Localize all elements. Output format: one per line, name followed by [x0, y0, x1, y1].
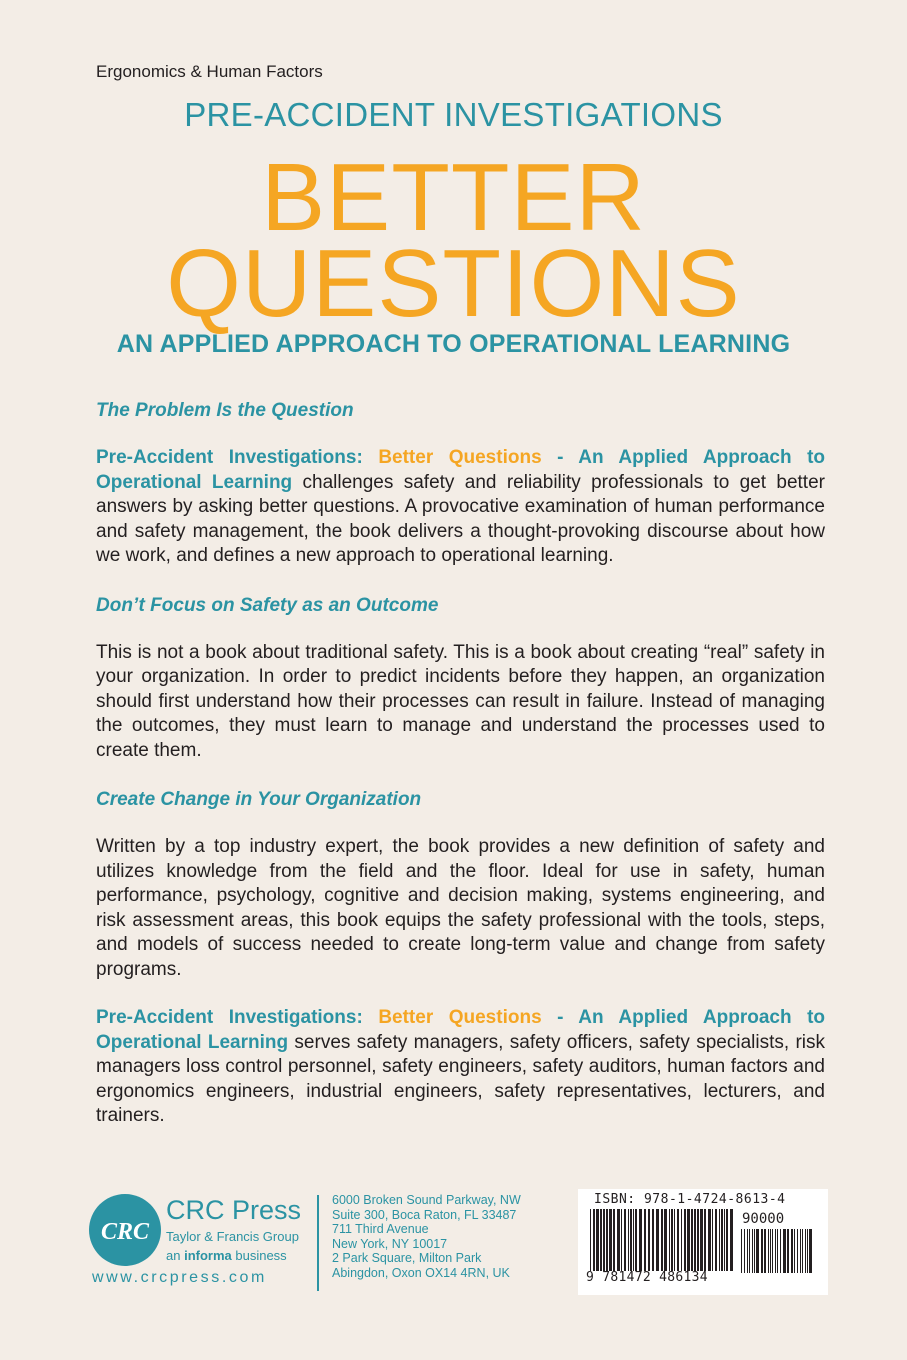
barcode-bar: [669, 1209, 670, 1271]
barcode-bar: [726, 1209, 728, 1271]
crc-logo-text: CRC: [100, 1219, 150, 1245]
barcode-bar: [741, 1229, 742, 1273]
barcode-bar: [694, 1209, 696, 1271]
crc-logo-icon: [88, 1193, 162, 1267]
address-line: 711 Third Avenue: [332, 1222, 429, 1236]
barcode-addon-icon: [741, 1229, 813, 1273]
series-label: Ergonomics & Human Factors: [96, 62, 323, 81]
barcode-bar: [783, 1229, 786, 1273]
barcode-bar: [648, 1209, 650, 1271]
price-code: 90000: [742, 1211, 785, 1227]
barcode-icon: [590, 1209, 736, 1271]
barcode-bar: [749, 1229, 750, 1273]
barcode-bar: [671, 1209, 673, 1271]
isbn-barcode-box: [578, 1189, 828, 1295]
barcode-bar: [807, 1229, 808, 1273]
barcode-bar: [724, 1209, 725, 1271]
barcode-bar: [697, 1209, 699, 1271]
address-line: Abingdon, Oxon OX14 4RN, UK: [332, 1265, 510, 1280]
book-subtitle: AN APPLIED APPROACH TO OPERATIONAL LEARNING: [116, 330, 791, 358]
barcode-bar: [652, 1209, 654, 1271]
barcode-digits: 9 781472 486134: [586, 1270, 708, 1285]
barcode-bar: [730, 1209, 733, 1271]
isbn-label: ISBN: 978-1-4724-8613-4: [594, 1192, 786, 1207]
blurb: [96, 398, 825, 1153]
barcode-bar: [704, 1209, 706, 1271]
barcode-bar: [593, 1209, 595, 1271]
barcode-bar: [780, 1229, 781, 1273]
section-paragraph-change: Written by a top industry expert, the book provides a new definition of safety and utilizes knowledge from the field and the floor. Ideal for use in safety, human performance, psychology, cognitive and decision making, systems engineering, and risk assessment areas, this book equips the safety professional with the tools, steps, and models of success needed to create long-term value and change from safety programs.: [96, 836, 825, 980]
book-title-part: Pre-Accident Investigations:: [96, 447, 379, 468]
barcode-bar: [630, 1209, 632, 1271]
barcode-bar: [617, 1209, 620, 1271]
barcode-bar: [777, 1229, 778, 1273]
barcode-bar: [721, 1209, 723, 1271]
book-title-part: Better Questions: [378, 447, 542, 468]
barcode-bar: [674, 1209, 675, 1271]
book-title-part: Pre-Accident Investigations:: [96, 1007, 379, 1028]
barcode-bar: [684, 1209, 686, 1271]
section-heading-problem: The Problem Is the Question: [96, 400, 354, 421]
barcode-bar: [747, 1229, 748, 1273]
barcode-bar: [770, 1229, 771, 1273]
publisher-group: Taylor & Francis Group: [166, 1229, 299, 1244]
barcode-bar: [613, 1209, 615, 1271]
paragraph-text: serves safety managers, safety officers, safety specialists, risk managers loss control personnel, safety engineers, safety auditors, human factors and ergonomics engineers, industrial engineers, safety representatives, lecturers, and trainers.: [96, 1031, 825, 1126]
title-line-1: BETTER: [261, 144, 646, 251]
book-title-part: - An Applied Approach to Operational Learning: [96, 447, 826, 493]
book-overline: PRE-ACCIDENT INVESTIGATIONS: [184, 96, 723, 133]
barcode-bar: [744, 1229, 745, 1273]
barcode-bar: [712, 1209, 713, 1271]
barcode-bar: [764, 1229, 766, 1273]
barcode-bar: [708, 1209, 711, 1271]
book-title-part: - An Applied Approach to Operational Learning: [96, 1007, 826, 1053]
barcode-bar: [756, 1229, 759, 1273]
barcode-bar: [719, 1209, 720, 1271]
publisher-divider: [317, 1195, 319, 1291]
barcode-bar: [609, 1209, 612, 1271]
barcode-bar: [635, 1209, 637, 1271]
paragraph-text: challenges safety and reliability professionals to get better answers by asking better questions. A provocative examination of human performance and safety management, the book delivers a thought-provoking discourse about how we work, and defines a new approach to operational learning.: [96, 471, 825, 566]
title-line-2: QUESTIONS: [166, 230, 741, 337]
barcode-bar: [603, 1209, 605, 1271]
informa-brand: informa: [184, 1248, 232, 1263]
publisher-addresses: [332, 1193, 521, 1280]
barcode-bar: [772, 1229, 773, 1273]
barcode-bar: [661, 1209, 663, 1271]
publisher-website: www.crcpress.com: [92, 1269, 267, 1286]
barcode-bar: [644, 1209, 646, 1271]
barcode-bar: [639, 1209, 642, 1271]
barcode-bar: [754, 1229, 755, 1273]
barcode-bar: [752, 1229, 753, 1273]
informa-suffix: business: [231, 1248, 287, 1263]
barcode-bar: [656, 1209, 659, 1271]
address-line: 6000 Broken Sound Parkway, NW: [332, 1193, 521, 1207]
address-line: Suite 300, Boca Raton, FL 33487: [332, 1207, 517, 1222]
barcode-bar: [633, 1209, 634, 1271]
address-line: New York, NY 10017: [332, 1236, 448, 1251]
section-paragraph-audience: [96, 1006, 825, 1129]
section-heading-outcome: Don’t Focus on Safety as an Outcome: [96, 594, 439, 616]
barcode-bar: [624, 1209, 626, 1271]
informa-prefix: an: [166, 1248, 185, 1263]
barcode-bar: [687, 1209, 690, 1271]
publisher-informa: [166, 1248, 287, 1263]
barcode-bar: [600, 1209, 602, 1271]
barcode-bar: [596, 1209, 599, 1271]
barcode-bar: [809, 1229, 812, 1273]
barcode-bar: [621, 1209, 622, 1271]
section-paragraph-outcome: This is not a book about traditional safety. This is a book about creating “real” safety in your organization. In order to predict incidents before they happen, an organization should first understand how their processes can result in failure. Instead of managing the outcomes, they must learn to manage and understand the processes used to create them.: [96, 641, 825, 761]
barcode-bar: [787, 1229, 789, 1273]
barcode-bar: [700, 1209, 703, 1271]
barcode-bar: [797, 1229, 798, 1273]
barcode-bar: [805, 1229, 806, 1273]
barcode-bar: [606, 1209, 608, 1271]
barcode-bar: [691, 1209, 693, 1271]
barcode-bar: [761, 1229, 763, 1273]
barcode-bar: [768, 1229, 769, 1273]
barcode-bar: [664, 1209, 667, 1271]
barcode-bar: [794, 1229, 795, 1273]
barcode-bar: [800, 1229, 801, 1273]
publisher-name: CRC Press: [166, 1195, 302, 1225]
barcode-bar: [590, 1209, 591, 1271]
book-title-part: Better Questions: [378, 1007, 542, 1028]
publisher-block: [88, 1193, 558, 1303]
barcode-bar: [775, 1229, 776, 1273]
barcode-bar: [677, 1209, 679, 1271]
section-heading-change: Create Change in Your Organization: [96, 789, 422, 810]
barcode-bar: [681, 1209, 682, 1271]
barcode-bar: [715, 1209, 717, 1271]
barcode-bar: [628, 1209, 629, 1271]
section-paragraph-problem: [96, 446, 825, 569]
address-line: 2 Park Square, Milton Park: [332, 1251, 482, 1265]
barcode-bar: [791, 1229, 793, 1273]
barcode-bar: [802, 1229, 803, 1273]
